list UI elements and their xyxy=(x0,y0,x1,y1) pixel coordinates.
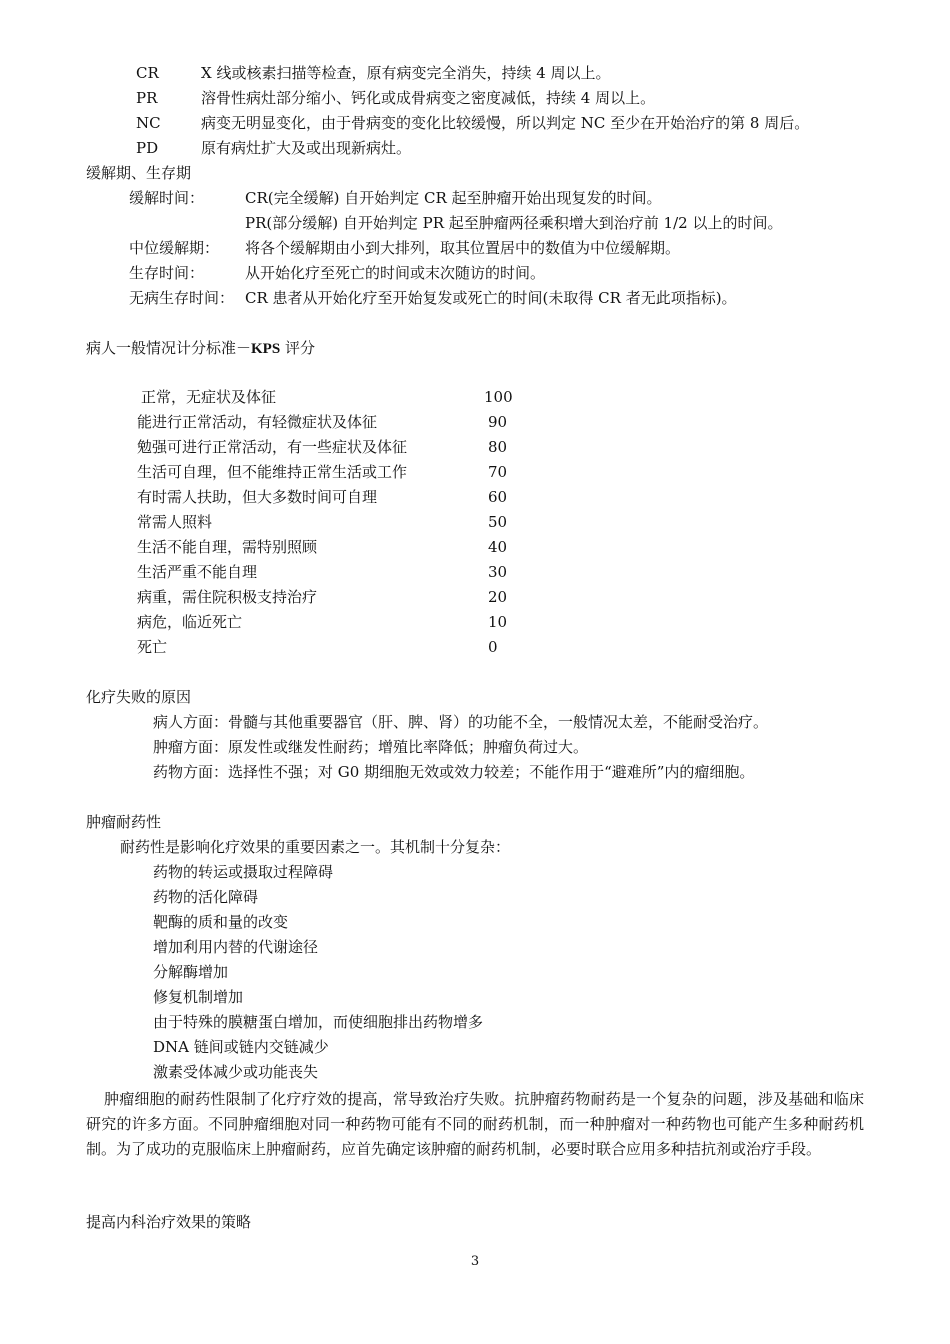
kps-desc: 勉强可进行正常活动，有一些症状及体征 xyxy=(137,438,408,456)
resistance-intro: 耐药性是影响化疗效果的重要因素之一。其机制十分复杂： xyxy=(120,838,511,856)
mechanism-item: 增加利用内替的代谢途径 xyxy=(153,938,319,956)
section-heading: 提高内科治疗效果的策略 xyxy=(86,1213,252,1231)
resistance-paragraph: 肿瘤细胞的耐药性限制了化疗疗效的提高，常导致治疗失败。抗肿瘤药物耐药是一个复杂的问题，涉及基础和临床研究的许多方面。不同肿瘤细胞对同一种药物可能有不同的耐药机制，而一种肿瘤对一种药物也可能产生多种耐药机制。为了成功的克服临床上肿瘤耐药，应首先确定该肿瘤的耐药机制，必要时联合应用多种拮抗剂或治疗手段。 xyxy=(86,1090,864,1158)
failure-item: 肿瘤方面：原发性或继发性耐药；增殖比率降低；肿瘤负荷过大。 xyxy=(153,738,589,756)
term-label: 生存时间： xyxy=(129,264,205,282)
kps-heading-prefix: 病人一般情况计分标准－ xyxy=(86,339,252,357)
kps-desc: 死亡 xyxy=(137,638,168,656)
kps-desc: 生活不能自理，需特别照顾 xyxy=(137,538,318,556)
term-label: 缓解时间： xyxy=(129,189,205,207)
kps-score: 100 xyxy=(484,388,513,406)
kps-desc: 病危，临近死亡 xyxy=(137,613,243,631)
kps-score: 90 xyxy=(488,413,508,431)
term-definition: 从开始化疗至死亡的时间或末次随访的时间。 xyxy=(245,264,546,282)
kps-heading-suffix: 评分 xyxy=(280,339,315,357)
kps-score: 70 xyxy=(488,463,508,481)
kps-score: 20 xyxy=(488,588,508,606)
kps-desc: 病重，需住院积极支持治疗 xyxy=(137,588,318,606)
section-heading: 化疗失败的原因 xyxy=(86,688,192,706)
section-heading: 肿瘤耐药性 xyxy=(86,813,162,831)
kps-score: 40 xyxy=(488,538,508,556)
term-definition: CR(完全缓解) 自开始判定 CR 起至肿瘤开始出现复发的时间。 xyxy=(245,189,662,207)
failure-item: 病人方面：骨髓与其他重要器官（肝、脾、肾）的功能不全，一般情况太差，不能耐受治疗。 xyxy=(153,713,769,731)
kps-score: 50 xyxy=(488,513,508,531)
mechanism-item: 修复机制增加 xyxy=(153,988,244,1006)
mechanism-item: 由于特殊的膜糖蛋白增加，而使细胞排出药物增多 xyxy=(153,1013,484,1031)
term-definition: CR 患者从开始化疗至开始复发或死亡的时间(未取得 CR 者无此项指标)。 xyxy=(245,289,737,307)
mechanism-item: 激素受体减少或功能丧失 xyxy=(153,1063,319,1081)
kps-score: 10 xyxy=(488,613,508,631)
kps-desc: 生活可自理，但不能维持正常生活或工作 xyxy=(137,463,408,481)
criterion-desc: 溶骨性病灶部分缩小、钙化或成骨病变之密度减低，持续 4 周以上。 xyxy=(201,89,656,107)
failure-item: 药物方面：选择性不强；对 G0 期细胞无效或效力较差；不能作用于“避难所”内的瘤细胞。 xyxy=(153,763,755,781)
mechanism-item: 药物的活化障碍 xyxy=(153,888,259,906)
section-heading: 缓解期、生存期 xyxy=(86,164,192,182)
mechanism-item: 药物的转运或摄取过程障碍 xyxy=(153,863,334,881)
criterion-code: PR xyxy=(136,89,158,107)
kps-score: 30 xyxy=(488,563,508,581)
kps-desc: 常需人照料 xyxy=(137,513,213,531)
criterion-code: NC xyxy=(136,114,161,132)
kps-desc: 正常，无症状及体征 xyxy=(141,388,277,406)
mechanism-item: 分解酶增加 xyxy=(153,963,229,981)
kps-desc: 能进行正常活动，有轻微症状及体征 xyxy=(137,413,378,431)
criterion-desc: X 线或核素扫描等检查，原有病变完全消失，持续 4 周以上。 xyxy=(201,64,611,82)
kps-desc: 生活严重不能自理 xyxy=(137,563,258,581)
kps-score: 60 xyxy=(488,488,508,506)
term-definition: 将各个缓解期由小到大排列，取其位置居中的数值为中位缓解期。 xyxy=(245,239,681,257)
term-definition: PR(部分缓解) 自开始判定 PR 起至肿瘤两径乘积增大到治疗前 1/2 以上的时间。 xyxy=(245,214,783,232)
mechanism-item: DNA 链间或链内交链减少 xyxy=(153,1038,329,1056)
kps-score: 0 xyxy=(488,638,498,656)
kps-heading xyxy=(86,336,315,362)
kps-score: 80 xyxy=(488,438,508,456)
criterion-desc: 原有病灶扩大及或出现新病灶。 xyxy=(201,139,412,157)
term-label: 中位缓解期： xyxy=(129,239,220,257)
kps-heading-bold: KPS xyxy=(251,341,281,357)
criterion-desc: 病变无明显变化，由于骨病变的变化比较缓慢，所以判定 NC 至少在开始治疗的第 8 周后。 xyxy=(201,114,810,132)
kps-desc: 有时需人扶助，但大多数时间可自理 xyxy=(137,488,378,506)
criterion-code: CR xyxy=(136,64,159,82)
mechanism-item: 靶酶的质和量的改变 xyxy=(153,913,289,931)
criterion-code: PD xyxy=(136,139,159,157)
page-number: 3 xyxy=(470,1254,480,1269)
term-label: 无病生存时间： xyxy=(129,289,235,307)
